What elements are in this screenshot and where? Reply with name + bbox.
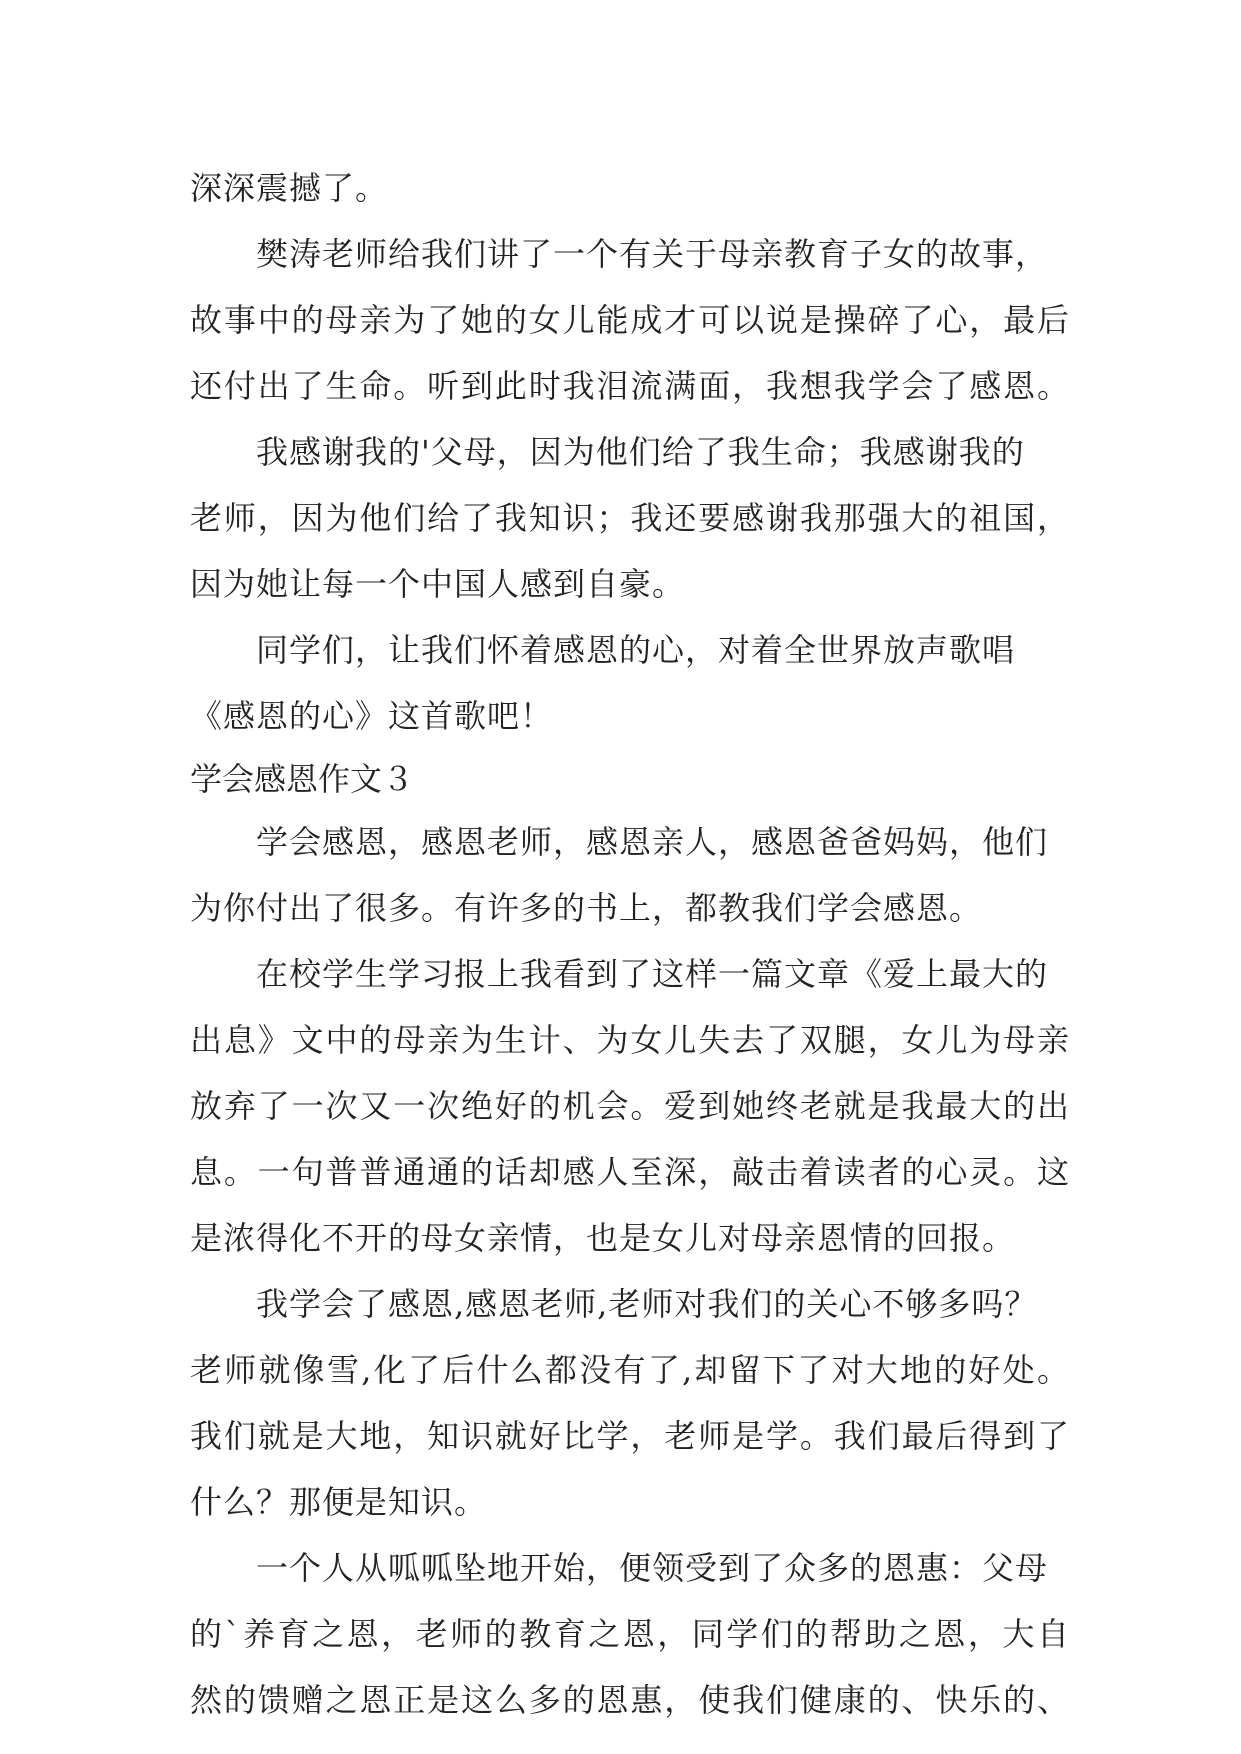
text-line: 故事中的母亲为了她的女儿能成才可以说是操碎了心，最后 — [190, 301, 1070, 339]
text-line: 然的馈赠之恩正是这么多的恩惠，使我们健康的、快乐的、 — [190, 1681, 1070, 1719]
text-line: 老师就像雪,化了后什么都没有了,却留下了对大地的好处。 — [190, 1351, 1070, 1389]
text-line: 我学会了感恩,感恩老师,老师对我们的关心不够多吗？ — [256, 1285, 1038, 1323]
text-line: 一个人从呱呱坠地开始，便领受到了众多的恩惠：父母 — [256, 1549, 1049, 1587]
section-heading: 学会感恩作文３ — [190, 760, 415, 798]
text-line: 是浓得化不开的母女亲情，也是女儿对母亲恩情的回报。 — [190, 1219, 1016, 1257]
text-line: 为你付出了很多。有许多的书上，都教我们学会感恩。 — [190, 889, 983, 927]
text-line: 息。一句普普通通的话却感人至深，敲击着读者的心灵。这 — [190, 1153, 1070, 1191]
text-line: 学会感恩，感恩老师，感恩亲人，感恩爸爸妈妈，他们 — [256, 823, 1049, 861]
text-line: 我感谢我的'父母，因为他们给了我生命；我感谢我的 — [256, 433, 1025, 471]
text-line: 放弃了一次又一次绝好的机会。爱到她终老就是我最大的出 — [190, 1087, 1070, 1125]
text-line: 樊涛老师给我们讲了一个有关于母亲教育子女的故事， — [256, 235, 1049, 273]
text-line: 同学们，让我们怀着感恩的心，对着全世界放声歌唱 — [256, 631, 1016, 669]
text-line: 在校学生学习报上我看到了这样一篇文章《爱上最大的 — [256, 955, 1049, 993]
text-line: 因为她让每一个中国人感到自豪。 — [190, 565, 686, 603]
text-line: 还付出了生命。听到此时我泪流满面，我想我学会了感恩。 — [190, 367, 1070, 405]
text-line: 我们就是大地，知识就好比学，老师是学。我们最后得到了 — [190, 1417, 1070, 1455]
text-line: 《感恩的心》这首歌吧！ — [190, 697, 554, 735]
text-line: 出息》文中的母亲为生计、为女儿失去了双腿，女儿为母亲 — [190, 1021, 1070, 1059]
text-line: 的`养育之恩，老师的教育之恩，同学们的帮助之恩，大自 — [190, 1615, 1070, 1653]
document-body — [190, 155, 1070, 1733]
text-line: 老师，因为他们给了我知识；我还要感谢我那强大的祖国， — [190, 499, 1070, 537]
text-line: 什么？那便是知识。 — [190, 1483, 488, 1521]
text-line: 深深震撼了。 — [190, 169, 389, 207]
